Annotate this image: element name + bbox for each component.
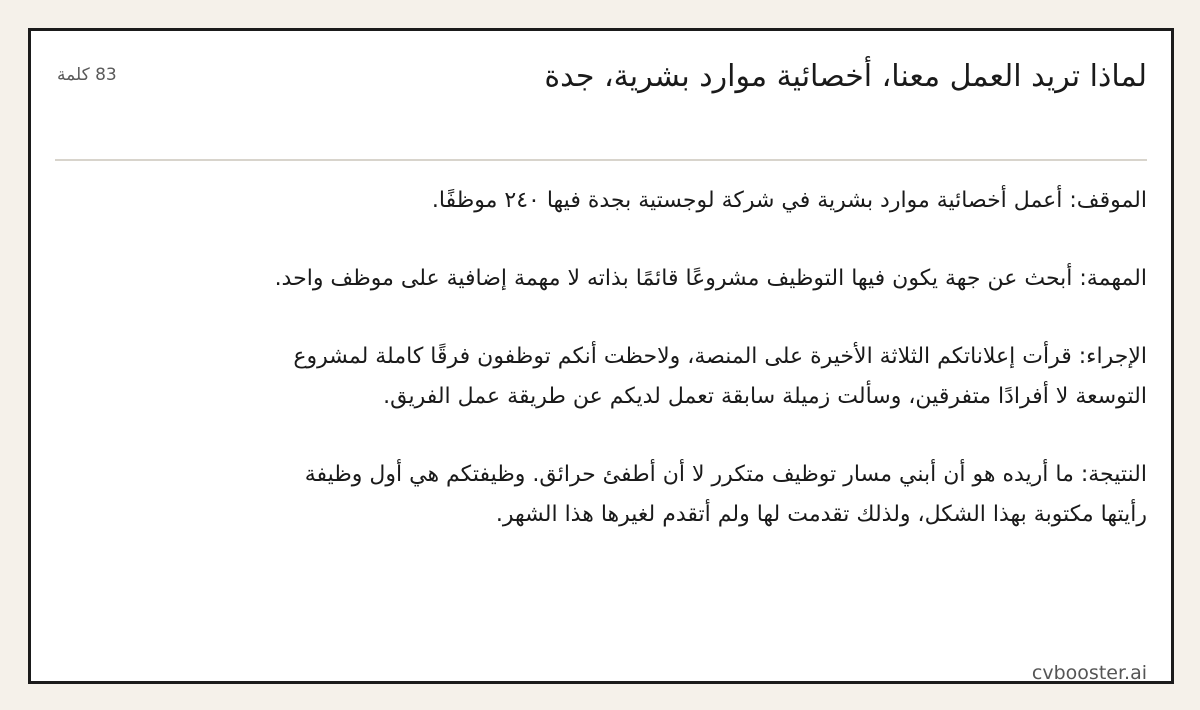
page-title: لماذا تريد العمل معنا، أخصائية موارد بشرية، جدة — [544, 59, 1147, 94]
paragraph-task: المهمة: أبحث عن جهة يكون فيها التوظيف مشروعًا قائمًا بذاته لا مهمة إضافية على موظف واحد. — [274, 266, 1147, 291]
letter-body — [267, 181, 1147, 573]
cover-letter-card — [28, 28, 1174, 684]
brand-watermark: cvbooster.ai — [1031, 662, 1147, 684]
paragraph-result: النتيجة: ما أريده هو أن أبني مسار توظيف متكرر لا أن أطفئ حرائق. وظيفتكم هي أول وظيفة رأيتها مكتوبة بهذا الشكل، ولذلك تقدمت لها ولم أتقدم لغيرها هذا الشهر. — [304, 462, 1147, 527]
word-count-label: 83 كلمة — [57, 65, 117, 85]
paragraph-action: الإجراء: قرأت إعلاناتكم الثلاثة الأخيرة على المنصة، ولاحظت أنكم توظفون فرقًا كاملة لمشروع التوسعة لا أفرادًا متفرقين، وسألت زميلة سابقة تعمل لديكم عن طريقة عمل الفريق. — [293, 344, 1147, 409]
paragraph-situation: الموقف: أعمل أخصائية موارد بشرية في شركة لوجستية بجدة فيها ٢٤٠ موظفًا. — [431, 188, 1147, 213]
card-header — [55, 57, 1147, 161]
